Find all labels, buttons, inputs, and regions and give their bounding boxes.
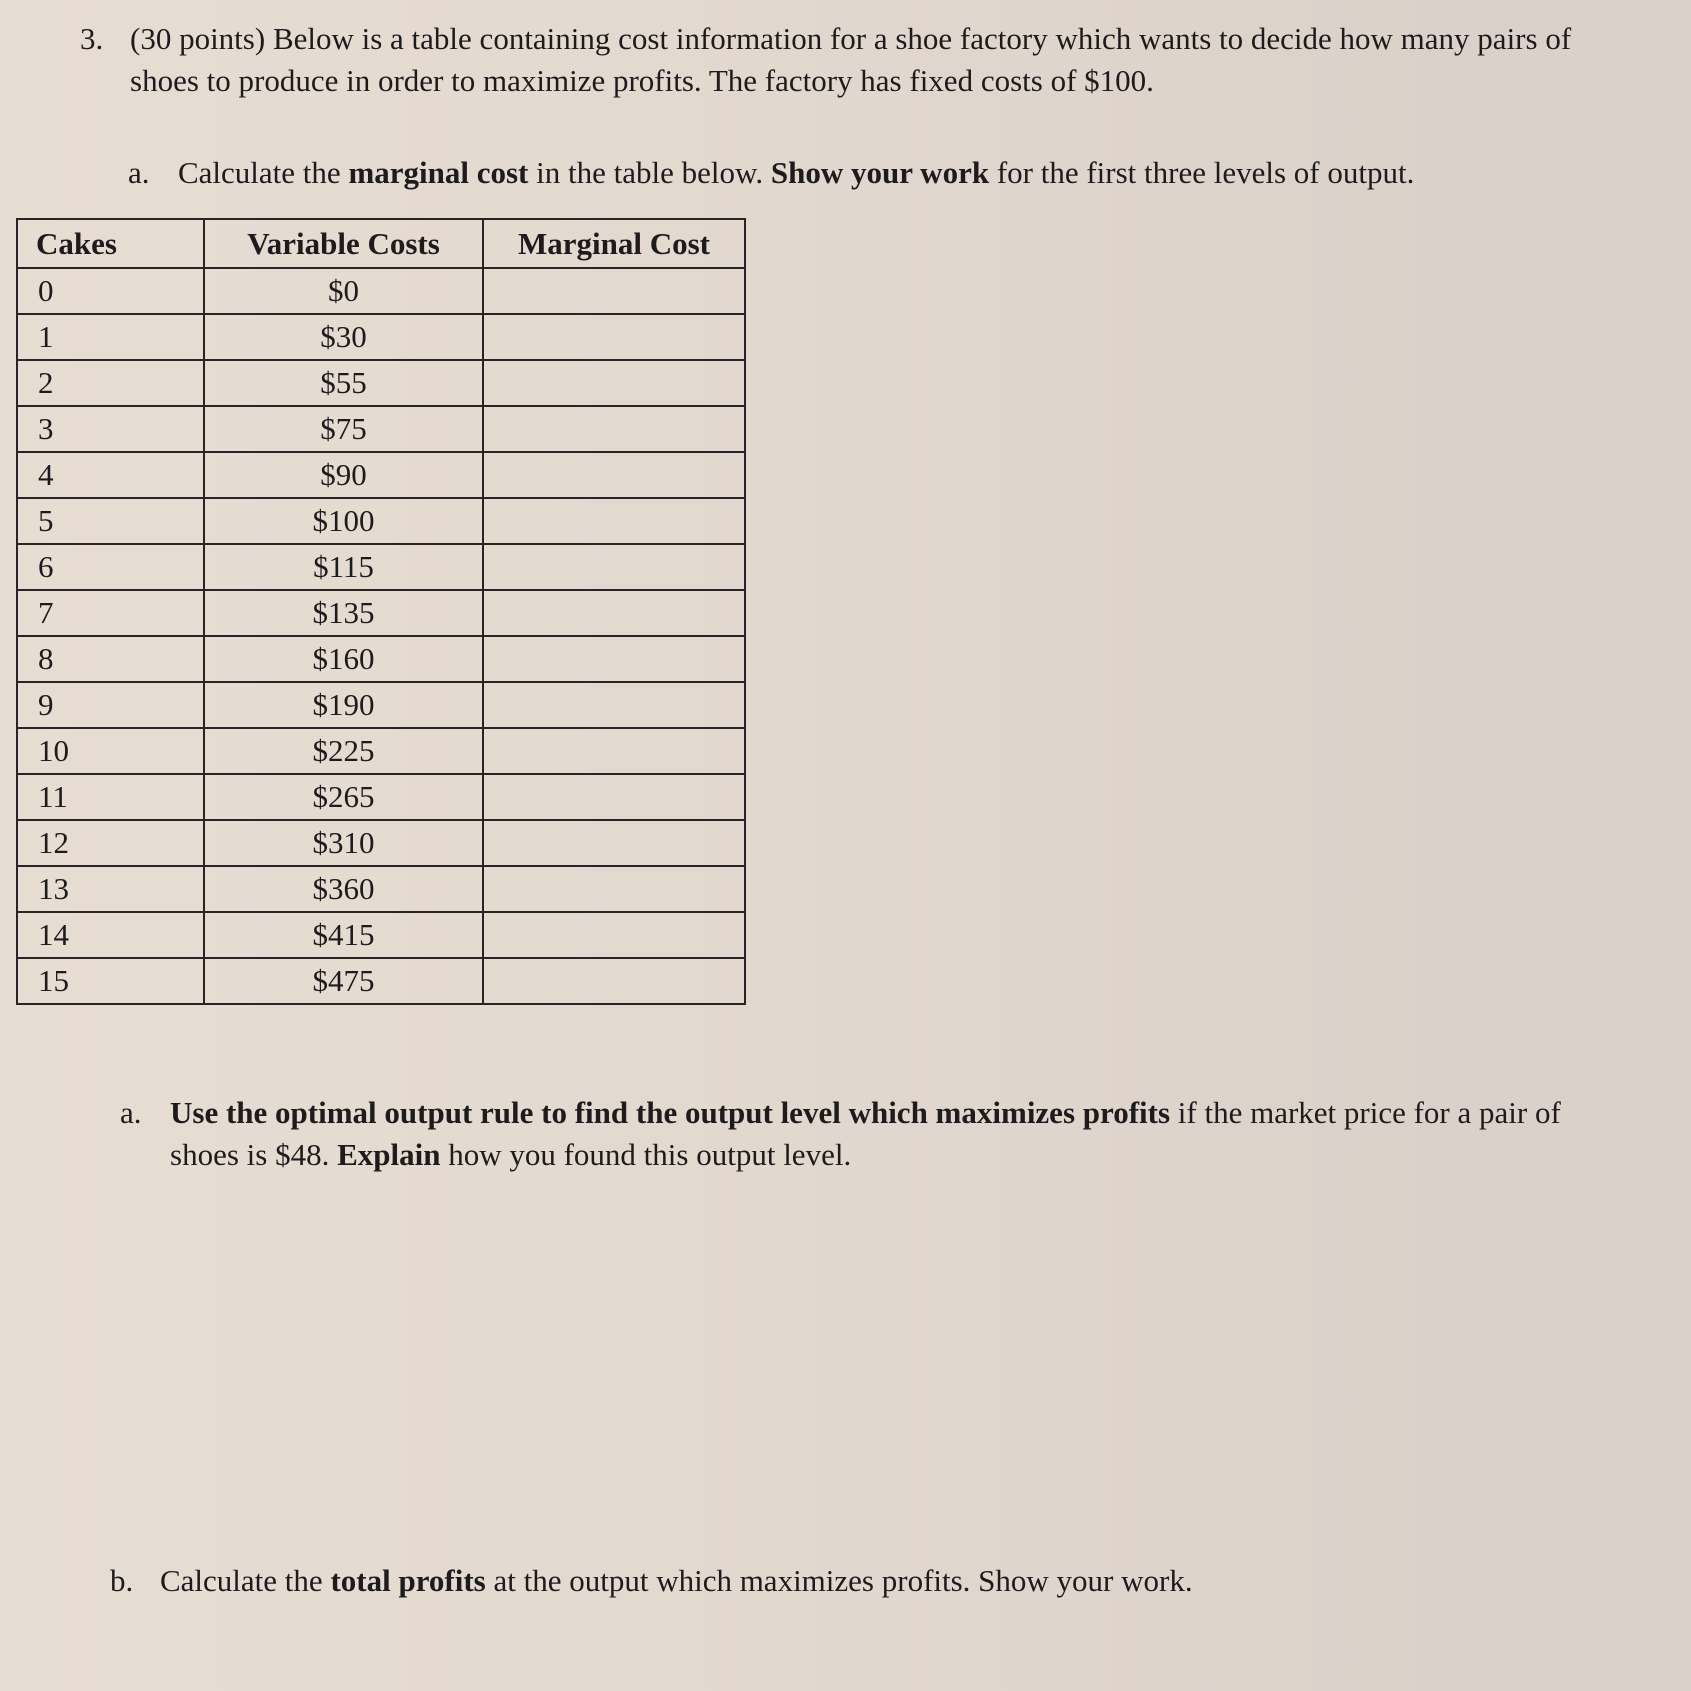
marginal-cost-cell[interactable] xyxy=(483,360,745,406)
bold-run: Explain xyxy=(337,1137,441,1172)
cost-table xyxy=(16,218,746,1005)
marginal-cost-cell[interactable] xyxy=(483,866,745,912)
table-row xyxy=(17,314,745,360)
variable-cost-cell: $55 xyxy=(204,360,483,406)
variable-cost-cell: $265 xyxy=(204,774,483,820)
header-variable-costs: Variable Costs xyxy=(204,219,483,268)
table-row xyxy=(17,866,745,912)
text-run: at the output which maximizes profits. Show your work. xyxy=(485,1563,1193,1598)
cakes-cell: 7 xyxy=(17,590,204,636)
text-run: Calculate the xyxy=(160,1563,331,1598)
header-cakes: Cakes xyxy=(17,219,204,268)
table-row xyxy=(17,268,745,314)
marginal-cost-cell[interactable] xyxy=(483,498,745,544)
variable-cost-cell: $90 xyxy=(204,452,483,498)
marginal-cost-cell[interactable] xyxy=(483,268,745,314)
table-row xyxy=(17,682,745,728)
question-body xyxy=(130,18,1600,102)
part-a-optimal-output xyxy=(120,1092,1590,1176)
cakes-cell: 5 xyxy=(17,498,204,544)
table-row xyxy=(17,498,745,544)
marginal-cost-cell[interactable] xyxy=(483,820,745,866)
table-row xyxy=(17,544,745,590)
marginal-cost-cell[interactable] xyxy=(483,636,745,682)
cakes-cell: 0 xyxy=(17,268,204,314)
table-row xyxy=(17,360,745,406)
table-row xyxy=(17,912,745,958)
variable-cost-cell: $75 xyxy=(204,406,483,452)
part-letter: b. xyxy=(110,1563,134,1598)
part-b-total-profits xyxy=(110,1560,1580,1602)
marginal-cost-cell[interactable] xyxy=(483,774,745,820)
table-row xyxy=(17,820,745,866)
marginal-cost-cell[interactable] xyxy=(483,958,745,1004)
table-row xyxy=(17,452,745,498)
cakes-cell: 15 xyxy=(17,958,204,1004)
text-run: if the market price for a pair of shoes is $48. xyxy=(170,1095,1561,1172)
marginal-cost-cell[interactable] xyxy=(483,682,745,728)
table-body xyxy=(17,268,745,1004)
table-row xyxy=(17,636,745,682)
part-text xyxy=(178,152,1588,194)
cakes-cell: 6 xyxy=(17,544,204,590)
table-row xyxy=(17,590,745,636)
cakes-cell: 9 xyxy=(17,682,204,728)
cakes-cell: 12 xyxy=(17,820,204,866)
text-run: in the table below. xyxy=(528,155,771,190)
cakes-cell: 14 xyxy=(17,912,204,958)
cakes-cell: 4 xyxy=(17,452,204,498)
variable-cost-cell: $100 xyxy=(204,498,483,544)
cakes-cell: 1 xyxy=(17,314,204,360)
part-text xyxy=(160,1560,1580,1602)
cakes-cell: 3 xyxy=(17,406,204,452)
bold-run: Show your work xyxy=(770,155,990,190)
part-a-marginal-cost xyxy=(128,152,1588,194)
marginal-cost-cell[interactable] xyxy=(483,544,745,590)
table-row xyxy=(17,728,745,774)
variable-cost-cell: $115 xyxy=(204,544,483,590)
bold-run: total profits xyxy=(330,1563,486,1598)
variable-cost-cell: $160 xyxy=(204,636,483,682)
table-row xyxy=(17,958,745,1004)
variable-cost-cell: $0 xyxy=(204,268,483,314)
marginal-cost-cell[interactable] xyxy=(483,406,745,452)
variable-cost-cell: $360 xyxy=(204,866,483,912)
variable-cost-cell: $30 xyxy=(204,314,483,360)
variable-cost-cell: $225 xyxy=(204,728,483,774)
part-letter: a. xyxy=(128,155,150,190)
variable-cost-cell: $415 xyxy=(204,912,483,958)
bold-run: marginal cost xyxy=(348,155,529,190)
bold-run: Use the optimal output rule to find the output level which maximizes profits xyxy=(170,1095,1171,1130)
variable-cost-cell: $475 xyxy=(204,958,483,1004)
variable-cost-cell: $190 xyxy=(204,682,483,728)
question-points: (30 points) xyxy=(130,21,266,56)
marginal-cost-cell[interactable] xyxy=(483,314,745,360)
marginal-cost-cell[interactable] xyxy=(483,912,745,958)
table-row xyxy=(17,406,745,452)
cakes-cell: 8 xyxy=(17,636,204,682)
text-run: Calculate the xyxy=(178,155,349,190)
part-text xyxy=(170,1092,1590,1176)
table-header-row xyxy=(17,219,745,268)
question-number: 3. xyxy=(80,21,104,56)
variable-cost-cell: $135 xyxy=(204,590,483,636)
question-3 xyxy=(80,18,1600,102)
header-marginal-cost: Marginal Cost xyxy=(483,219,745,268)
question-text: Below is a table containing cost information for a shoe factory which wants to decide how many pairs of shoes to produce in order to maximize profits. The factory has fixed costs of $100. xyxy=(130,21,1572,98)
marginal-cost-cell[interactable] xyxy=(483,590,745,636)
marginal-cost-cell[interactable] xyxy=(483,728,745,774)
text-run: how you found this output level. xyxy=(440,1137,852,1172)
variable-cost-cell: $310 xyxy=(204,820,483,866)
cakes-cell: 13 xyxy=(17,866,204,912)
cakes-cell: 11 xyxy=(17,774,204,820)
marginal-cost-cell[interactable] xyxy=(483,452,745,498)
part-letter: a. xyxy=(120,1095,142,1130)
cakes-cell: 2 xyxy=(17,360,204,406)
table-row xyxy=(17,774,745,820)
cakes-cell: 10 xyxy=(17,728,204,774)
text-run: for the first three levels of output. xyxy=(989,155,1415,190)
